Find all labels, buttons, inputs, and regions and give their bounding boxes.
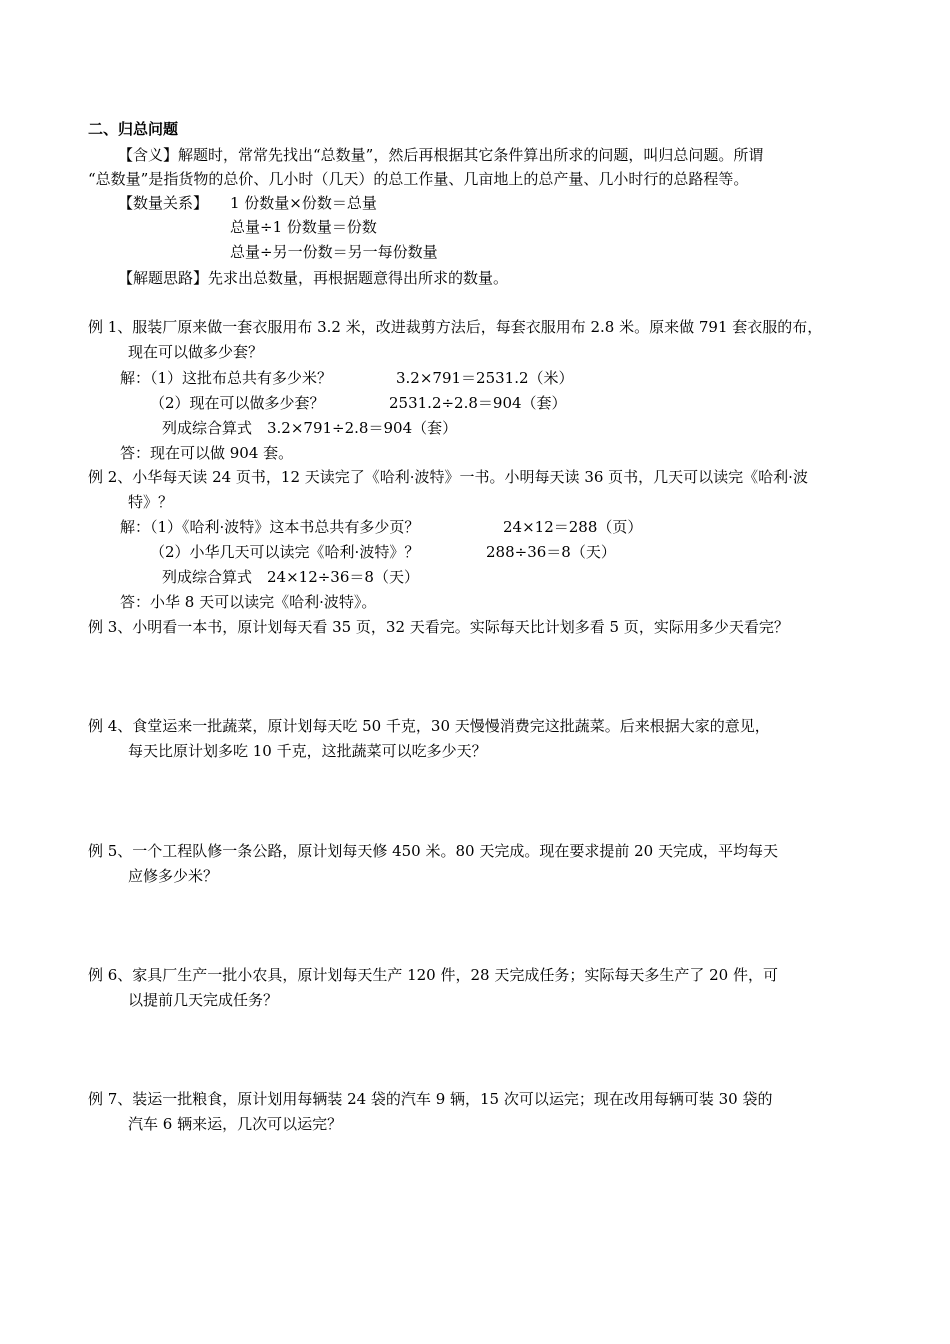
ex4-question-line-2: 每天比原计划多吃 10 千克，这批蔬菜可以吃多少天？ xyxy=(128,742,487,760)
ex2-step2-calc: 288÷36＝8（天） xyxy=(486,543,616,561)
relation-formula-2: 总量÷1 份数量＝份数 xyxy=(230,218,377,236)
section-title: 二、归总问题 xyxy=(88,120,179,138)
ex1-step2-calc: 2531.2÷2.8＝904（套） xyxy=(389,394,567,412)
ex1-step1-label: 解：（1）这批布总共有多少米？ xyxy=(120,369,333,387)
ex2-answer: 答：小华 8 天可以读完《哈利·波特》。 xyxy=(120,593,377,611)
relation-label: 【数量关系】 xyxy=(118,194,209,212)
ex1-combined-formula: 列成综合算式 3.2×791÷2.8＝904（套） xyxy=(162,419,458,437)
ex2-step2-label: （2）小华几天可以读完《哈利·波特》？ xyxy=(150,543,420,561)
ex1-answer: 答：现在可以做 904 套。 xyxy=(120,444,294,462)
approach-text: 【解题思路】先求出总数量，再根据题意得出所求的数量。 xyxy=(118,269,509,287)
ex7-question-line-2: 汽车 6 辆来运，几次可以运完？ xyxy=(128,1115,343,1133)
ex1-step2-label: （2）现在可以做多少套？ xyxy=(150,394,325,412)
ex6-question-line-1: 例 6、家具厂生产一批小农具，原计划每天生产 120 件，28 天完成任务；实际每天多生产了 20 件，可 xyxy=(88,966,778,984)
relation-formula-3: 总量÷另一份数＝另一每份数量 xyxy=(230,243,438,261)
ex2-question-line-2: 特》？ xyxy=(128,493,174,511)
ex4-question-line-1: 例 4、食堂运来一批蔬菜，原计划每天吃 50 千克，30 天慢慢消费完这批蔬菜。后来根据大家的意见， xyxy=(88,717,770,735)
ex1-step1-calc: 3.2×791＝2531.2（米） xyxy=(396,369,574,387)
ex2-question-line-1: 例 2、小华每天读 24 页书，12 天读完了《哈利·波特》一书。小明每天读 36 页书，几天可以读完《哈利·波 xyxy=(88,468,808,486)
ex7-question-line-1: 例 7、装运一批粮食，原计划用每辆装 24 袋的汽车 9 辆，15 次可以运完；现在改用每辆可装 30 袋的 xyxy=(88,1090,773,1108)
ex2-step1-calc: 24×12＝288（页） xyxy=(503,518,643,536)
ex5-question-line-2: 应修多少米？ xyxy=(128,867,219,885)
ex6-question-line-2: 以提前几天完成任务？ xyxy=(128,991,279,1009)
ex5-question-line-1: 例 5、一个工程队修一条公路，原计划每天修 450 米。80 天完成。现在要求提前 20 天完成，平均每天 xyxy=(88,842,778,860)
meaning-line-1: 【含义】解题时，常常先找出“总数量”，然后再根据其它条件算出所求的问题，叫归总问题。所谓 xyxy=(118,146,764,164)
ex1-question-line-2: 现在可以做多少套？ xyxy=(128,343,264,361)
ex2-step1-label: 解：（1）《哈利·波特》这本书总共有多少页？ xyxy=(120,518,420,536)
meaning-line-2: “总数量”是指货物的总价、几小时（几天）的总工作量、几亩地上的总产量、几小时行的总路程等。 xyxy=(88,170,749,188)
ex3-question-line-1: 例 3、小明看一本书，原计划每天看 35 页，32 天看完。实际每天比计划多看 5 页，实际用多少天看完？ xyxy=(88,618,789,636)
ex1-question-line-1: 例 1、服装厂原来做一套衣服用布 3.2 米，改进裁剪方法后，每套衣服用布 2.8 米。原来做 791 套衣服的布， xyxy=(88,318,823,336)
ex2-combined-formula: 列成综合算式 24×12÷36＝8（天） xyxy=(162,568,419,586)
relation-formula-1: 1 份数量×份数＝总量 xyxy=(230,194,377,212)
